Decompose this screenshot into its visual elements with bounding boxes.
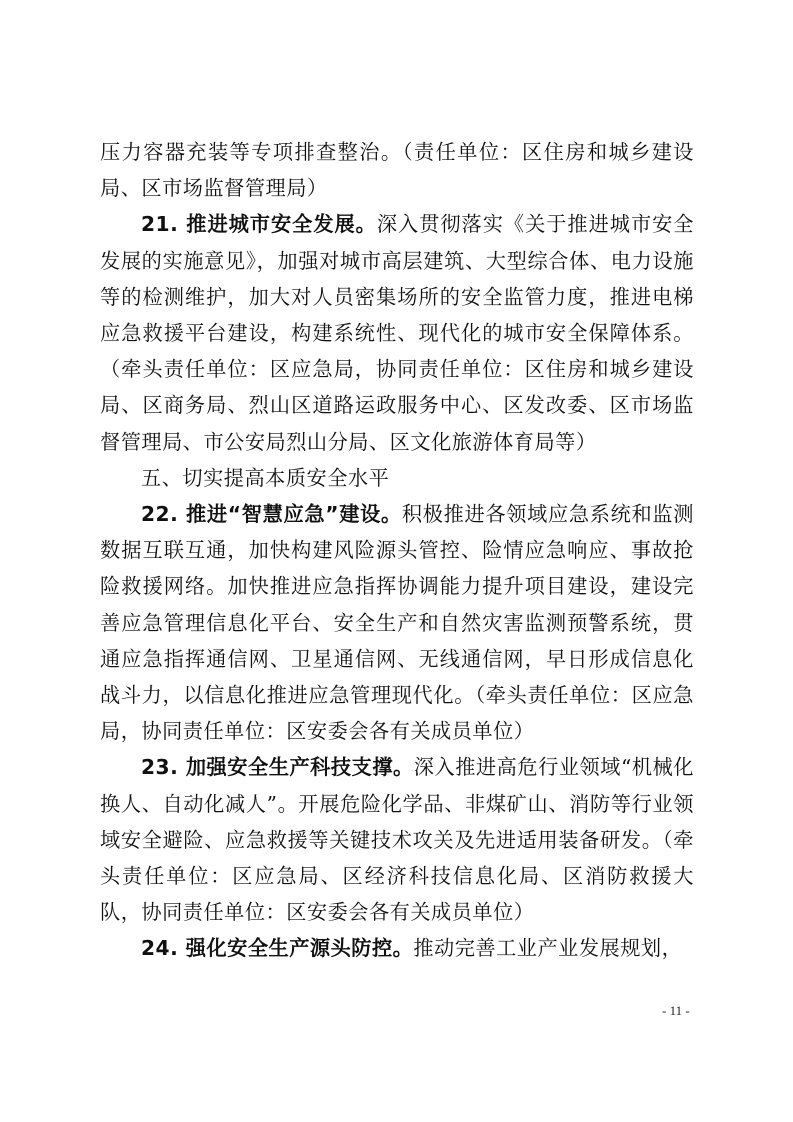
item-heading: 22. 推进“智慧应急”建设。 — [141, 502, 402, 527]
section-heading: 五、切实提高本质安全水平 — [141, 465, 390, 490]
paragraph-text: 深入推进高危行业领域“机械化换人、自动化减人”。开展危险化学品、非煤矿山、消防等行业领域安全避险、应急救援等关键技术攻关及先进适用装备研发。（牵头责任单位：区应急局、区经济科技信息化局、区消防救援大队，协同责任单位：区安委会各有关成员单位） — [100, 755, 694, 925]
paragraph-text: 深入贯彻落实《关于推进城市安全发展的实施意见》，加强对城市高层建筑、大型综合体、电力设施等的检测维护，加大对人员密集场所的安全监管力度，推进电梯应急救援平台建设，构建系统性、现代化的城市安全保障体系。（牵头责任单位：区应急局，协同责任单位：区住房和城乡建设局、区商务局、烈山区道路运政服务中心、区发改委、区市场监督管理局、市公安局烈山分局、区文化旅游体育局等） — [100, 212, 694, 454]
document-body — [100, 134, 694, 967]
paragraph-text: 积极推进各领域应急系统和监测数据互联互通，加快构建风险源头管控、险情应急响应、事故抢险救援网络。加快推进应急指挥协调能力提升项目建设，建设完善应急管理信息化平台、安全生产和自然灾害监测预警系统，贯通应急指挥通信网、卫星通信网、无线通信网，早日形成信息化战斗力，以信息化推进应急管理现代化。（牵头责任单位：区应急局，协同责任单位：区安委会各有关成员单位） — [100, 502, 694, 744]
paragraph-item-24 — [100, 930, 694, 966]
item-heading: 23. 加强安全生产科技支撑。 — [141, 755, 414, 780]
item-heading: 24. 强化安全生产源头防控。 — [141, 936, 414, 961]
paragraph-text: 压力容器充装等专项排查整治。（责任单位：区住房和城乡建设局、区市场监督管理局） — [100, 140, 694, 201]
paragraph-item-23 — [100, 749, 694, 930]
paragraph-item-21 — [100, 206, 694, 459]
paragraph-item-22 — [100, 496, 694, 749]
item-heading: 21. 推进城市安全发展。 — [141, 212, 377, 237]
page-number: - 11 - — [662, 1003, 690, 1018]
paragraph-text: 推动完善工业产业发展规划， — [413, 936, 683, 961]
paragraph-continuation — [100, 134, 694, 206]
